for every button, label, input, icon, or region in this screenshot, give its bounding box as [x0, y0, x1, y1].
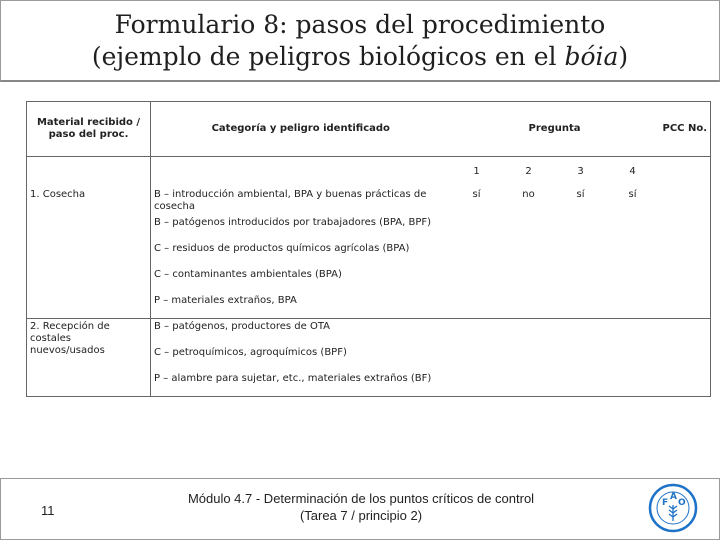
hazard-text: C – residuos de productos químicos agrícolas (BPA) — [154, 242, 410, 254]
footer-line-1: Módulo 4.7 - Determinación de los puntos críticos de control — [187, 491, 535, 506]
hazard-text: B – patógenos introducidos por trabajadores (BPA, BPF) — [154, 216, 432, 228]
question-number: 3 — [577, 165, 584, 177]
answer-cell — [451, 215, 503, 241]
pcc-cell — [659, 215, 711, 241]
hazard-text: P – materiales extraños, BPA — [154, 294, 297, 306]
answer-cell — [607, 215, 659, 241]
title-line-1: Formulario 8: pasos del procedimiento — [114, 10, 606, 39]
answer-cell — [451, 371, 503, 397]
answer-cell — [555, 293, 607, 319]
header-category: Categoría y peligro identificado — [151, 102, 451, 157]
hazard-text: B – patógenos, productores de OTA — [151, 319, 451, 345]
question-number: 4 — [629, 165, 636, 177]
answer-cell — [503, 319, 555, 345]
svg-text:F: F — [662, 498, 669, 508]
fao-logo-icon — [648, 483, 698, 533]
answer-cell — [503, 293, 555, 319]
header-pcc: PCC No. — [659, 102, 711, 157]
pcc-cell — [659, 319, 711, 345]
slide-title — [0, 0, 720, 82]
step-name: 2. Recepción de costales nuevos/usados — [27, 319, 151, 397]
question-number-row — [27, 157, 711, 187]
answer-cell — [451, 319, 503, 345]
pcc-cell — [659, 267, 711, 293]
title-line-2-prefix: (ejemplo de peligros biológicos en el — [91, 42, 565, 71]
answer-cell: no — [522, 188, 535, 200]
answer-cell — [607, 345, 659, 371]
answer-cell — [607, 319, 659, 345]
question-number: 2 — [525, 165, 532, 177]
table-row — [27, 187, 711, 215]
pcc-cell — [659, 345, 711, 371]
answer-cell: sí — [628, 188, 637, 200]
answer-cell — [503, 345, 555, 371]
answer-cell — [555, 215, 607, 241]
step-name: 1. Cosecha — [27, 187, 151, 319]
answer-cell: sí — [576, 188, 585, 200]
procedure-table — [26, 101, 711, 397]
answer-cell — [451, 345, 503, 371]
answer-cell — [555, 241, 607, 267]
pcc-cell — [659, 371, 711, 397]
hazard-text: C – contaminantes ambientales (BPA) — [154, 268, 342, 280]
title-line-2-italic: bóia — [564, 42, 619, 71]
page-number: 11 — [41, 503, 55, 518]
footer-text — [161, 490, 561, 524]
hazard-text: C – petroquímicos, agroquímicos (BPF) — [154, 346, 347, 358]
hazard-text: P – alambre para sujetar, etc., materiales extraños (BF) — [154, 372, 432, 384]
pcc-cell — [659, 241, 711, 267]
hazard-text: B – introducción ambiental, BPA y buenas prácticas de cosecha — [154, 188, 427, 212]
pcc-cell — [659, 187, 711, 215]
answer-cell — [503, 215, 555, 241]
footer-line-2: (Tarea 7 / principio 2) — [299, 508, 423, 523]
answer-cell — [555, 319, 607, 345]
footer — [0, 478, 720, 540]
answer-cell — [555, 371, 607, 397]
header-material: Material recibido / paso del proc. — [27, 102, 151, 157]
svg-text:O: O — [678, 498, 686, 508]
header-question: Pregunta — [451, 102, 659, 157]
answer-cell — [451, 267, 503, 293]
answer-cell — [555, 267, 607, 293]
answer-cell — [607, 293, 659, 319]
answer-cell — [607, 241, 659, 267]
answer-cell — [451, 293, 503, 319]
answer-cell — [451, 241, 503, 267]
table-row — [27, 319, 711, 345]
answer-cell — [607, 371, 659, 397]
steps-body — [27, 187, 711, 397]
answer-cell — [607, 267, 659, 293]
question-number: 1 — [473, 165, 480, 177]
svg-text:A: A — [670, 492, 677, 502]
title-line-2-suffix: ) — [618, 42, 629, 71]
answer-cell — [555, 345, 607, 371]
answer-cell — [503, 241, 555, 267]
answer-cell: sí — [472, 188, 481, 200]
table-header-row — [27, 102, 711, 157]
title-line-2 — [1, 41, 719, 73]
answer-cell — [503, 371, 555, 397]
pcc-cell — [659, 293, 711, 319]
answer-cell — [503, 267, 555, 293]
